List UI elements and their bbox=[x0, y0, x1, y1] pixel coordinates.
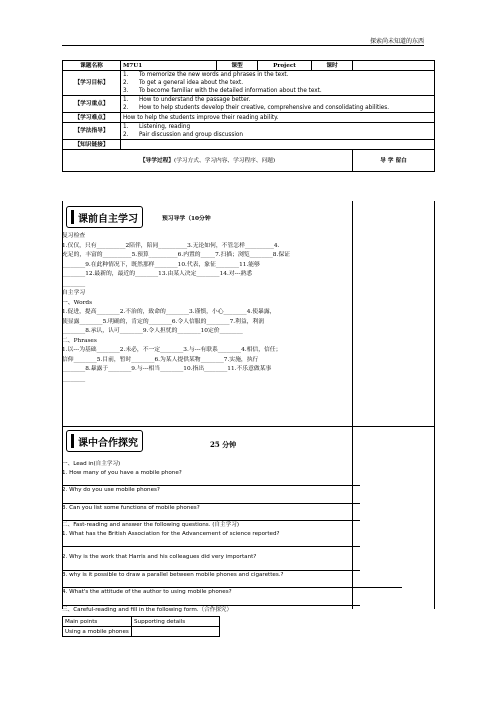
in-class-minutes: 25 分钟 bbox=[210, 440, 237, 449]
fast-question: 3. why is it possible to draw a parallel between mobile phones and cigarettes.? bbox=[62, 571, 284, 578]
leadin-title: 一、Lead in(自主学习) bbox=[62, 461, 121, 467]
link-label: 【知识链接】 bbox=[63, 140, 121, 150]
leadin-question: 3. Can you list some functions of mobile phones? bbox=[62, 504, 200, 511]
process-label: 【导学过程】 bbox=[139, 157, 174, 164]
header-rule bbox=[62, 45, 424, 46]
careful-reading-form bbox=[62, 616, 220, 637]
fast-reading-title: 二、Fast-reading and answer the following questions. (自主学习) bbox=[62, 522, 240, 528]
answer-line bbox=[62, 477, 360, 486]
type-value: Project bbox=[258, 61, 312, 71]
keypoints-cell bbox=[121, 96, 435, 113]
in-class-block bbox=[62, 460, 362, 614]
fast-question: 4. What's the attitude of the author to using mobile phones? bbox=[62, 589, 232, 595]
answer-line bbox=[62, 597, 360, 606]
keypoint-item: 1. How to understand the passage better. bbox=[123, 97, 251, 103]
words-title: 一、Words bbox=[62, 299, 93, 306]
review-line: ________12.最新的，最近的________13.由某人决定________14.对---熟悉 bbox=[62, 271, 253, 277]
process-header bbox=[63, 150, 353, 172]
self-study-title: 自主学习 bbox=[62, 290, 86, 296]
review-line: ________9.在此种情况下，既然那样________10.代表，象征________11.能够 bbox=[62, 261, 260, 268]
careful-reading-title: 三、Careful-reading and fill in the following form.（合作探究） bbox=[62, 606, 233, 613]
method-item: 1. Listening, reading bbox=[123, 124, 191, 130]
difficulty-label: 【学习难点】 bbox=[63, 113, 121, 123]
lesson-info-table bbox=[62, 60, 435, 172]
link-value bbox=[121, 140, 435, 150]
preview-subtitle: 预习导学（10分钟 bbox=[162, 216, 211, 222]
objective-item: 3. To become familiar with the detailed information about the text. bbox=[123, 88, 322, 94]
fast-question: 2. Why is the work that Harris and his colleagues did very important? bbox=[62, 554, 257, 560]
answer-line bbox=[62, 512, 360, 521]
difficulty-value: How to help the students improve their reading ability. bbox=[121, 113, 435, 123]
words-line: 使显露________5.明确的，肯定的________6.令人信服的________7.利益，利润 bbox=[62, 318, 265, 325]
review-title: 复习检查 bbox=[62, 233, 86, 239]
answer-line bbox=[62, 579, 402, 588]
in-class-badge: 课中合作探究 bbox=[66, 430, 143, 452]
form-cell[interactable] bbox=[132, 627, 220, 637]
answer-line bbox=[62, 562, 360, 571]
phrases-line: ________8.暴露于________9.与---相当________10.指出________11.不乐意做某事 bbox=[62, 366, 272, 372]
objectives-cell bbox=[121, 71, 435, 96]
leadin-question: 2. Why do you use mobile phones? bbox=[62, 487, 160, 493]
method-item: 2. Pair discussion and group discussion bbox=[123, 132, 243, 138]
review-block bbox=[62, 232, 362, 384]
section-divider bbox=[62, 426, 434, 427]
notes-label: 导 学 留白 bbox=[353, 150, 435, 172]
method-cell bbox=[121, 123, 435, 140]
form-header: Supporting details bbox=[132, 617, 220, 627]
phrases-line: 信仰________5.目前，暂时________6.为某人提供某物________7.实施，执行 bbox=[62, 356, 259, 363]
leadin-question: 1. How many of you have a mobile phone? bbox=[62, 469, 182, 476]
fast-question: 1. What has the British Association for the Advancement of science reported? bbox=[62, 530, 280, 537]
title-label: 课题名称 bbox=[63, 61, 121, 71]
keypoint-item: 2. How to help students develop their creative, comprehensive and consolidating abilities. bbox=[123, 105, 390, 111]
right-border bbox=[434, 201, 435, 609]
period-value bbox=[353, 61, 435, 71]
answer-line bbox=[62, 538, 360, 547]
process-note: (学习方式、学习内容、学习程序、问题) bbox=[174, 157, 276, 164]
title-value: M7U1 bbox=[121, 61, 217, 71]
phrases-line: 1.以---为基础________2.未必，不一定________3.与---有联系________4.相信，信任； bbox=[62, 347, 282, 353]
pre-class-badge: 课前自主学习 bbox=[66, 206, 143, 228]
words-line: 1.促进，提高________2.不治的，致命的________3.谨慎，小心________4.使暴露， bbox=[62, 309, 276, 315]
objective-item: 2. To get a general idea about the text. bbox=[123, 80, 244, 86]
objective-item: 1. To memorize the new words and phrases in the text. bbox=[123, 72, 289, 78]
type-label: 课型 bbox=[217, 61, 258, 71]
review-line: ________ bbox=[62, 280, 86, 287]
answer-line bbox=[62, 495, 360, 504]
words-line: ________8.承认，认可________9.令人担忧的________10定价________ bbox=[62, 328, 243, 334]
method-label: 【学法指导】 bbox=[63, 123, 121, 140]
phrases-line: ________ bbox=[62, 375, 86, 382]
header-text: 探索尚未知道的东西 bbox=[369, 38, 424, 45]
period-label: 课时 bbox=[312, 61, 353, 71]
keypoints-label: 【学习重点】 bbox=[63, 96, 121, 113]
phrases-title: 二、Phrases bbox=[62, 337, 97, 344]
form-header: Main points bbox=[63, 617, 132, 627]
objectives-label: 【学习目标】 bbox=[63, 71, 121, 96]
review-line: 1.仅仅，只有__________2陪伴，陪同__________3.无论如何，不管怎样__________4. bbox=[62, 242, 280, 249]
form-cell: Using a mobile phones bbox=[63, 627, 132, 637]
review-line: 充足的，丰富的__________5.预算__________6.内置的_____7.扫描；浏览________8.保证 bbox=[62, 252, 290, 258]
